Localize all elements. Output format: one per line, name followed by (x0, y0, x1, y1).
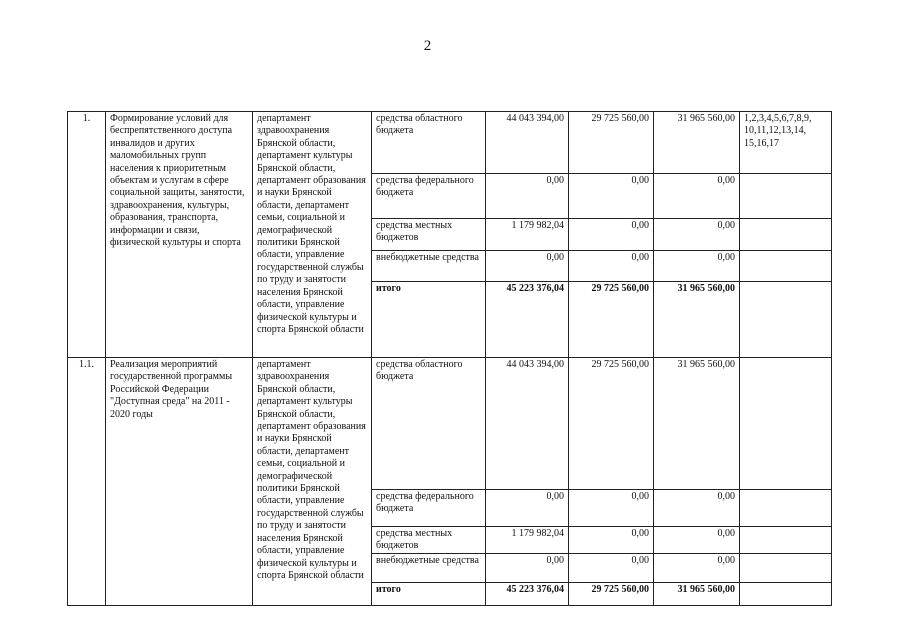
indicator-empty (740, 553, 832, 582)
funding-source: внебюджетные средства (372, 251, 486, 282)
funding-year1: 0,00 (486, 251, 569, 282)
indicator-empty (740, 582, 832, 605)
funding-year2: 0,00 (569, 219, 654, 251)
funding-year3: 31 965 560,00 (654, 358, 740, 490)
indicator-empty (740, 174, 832, 219)
executors: департамент здравоохранения Брянской области, департамент культуры Брянской области, департамент образования и науки Брянской области, департамент семьи, социальной и демографической политики Брянской области, управление государственной службы по труду и занятости населения Брянской области, управление физической культуры и спорта Брянской области (253, 358, 372, 606)
page-number: 2 (423, 38, 432, 54)
funding-year2: 0,00 (569, 527, 654, 554)
funding-year3: 0,00 (654, 219, 740, 251)
indicator-empty (740, 527, 832, 554)
funding-year1: 44 043 394,00 (486, 112, 569, 174)
indicator-empty (740, 219, 832, 251)
funding-year1: 0,00 (486, 174, 569, 219)
funding-source: средства федерального бюджета (372, 490, 486, 527)
funding-year2: 0,00 (569, 174, 654, 219)
funding-source: средства местных бюджетов (372, 527, 486, 554)
budget-table (67, 111, 832, 606)
funding-year3: 0,00 (654, 251, 740, 282)
funding-year3: 0,00 (654, 527, 740, 554)
funding-source: средства федерального бюджета (372, 174, 486, 219)
funding-year1: 1 179 982,04 (486, 527, 569, 554)
funding-source: внебюджетные средства (372, 553, 486, 582)
funding-year1: 44 043 394,00 (486, 358, 569, 490)
executors: департамент здравоохранения Брянской области, департамент культуры Брянской области, департамент образования и науки Брянской области, департамент семьи, социальной и демографической политики Брянской области, управление государственной службы по труду и занятости населения Брянской области, управление физической культуры и спорта Брянской области (253, 112, 372, 358)
funding-year1: 1 179 982,04 (486, 219, 569, 251)
funding-total-label: итого (372, 282, 486, 358)
indicator-empty (740, 282, 832, 358)
measure-name: Реализация мероприятий государственной программы Российской Федерации "Доступная среда" на 2011 - 2020 годы (106, 358, 253, 606)
funding-total-year3: 31 965 560,00 (654, 582, 740, 605)
funding-total-year2: 29 725 560,00 (569, 582, 654, 605)
indicator-numbers (740, 358, 832, 490)
funding-year2: 0,00 (569, 251, 654, 282)
funding-year2: 29 725 560,00 (569, 358, 654, 490)
indicator-numbers: 1,2,3,4,5,6,7,8,9, 10,11,12,13,14, 15,16,17 (740, 112, 832, 174)
indicator-empty (740, 490, 832, 527)
table-row (68, 358, 832, 490)
funding-year1: 0,00 (486, 553, 569, 582)
indicator-empty (740, 251, 832, 282)
funding-year3: 0,00 (654, 490, 740, 527)
row-number: 1.1. (68, 358, 106, 606)
funding-year2: 29 725 560,00 (569, 112, 654, 174)
funding-source: средства областного бюджета (372, 358, 486, 490)
funding-source: средства местных бюджетов (372, 219, 486, 251)
funding-total-year1: 45 223 376,04 (486, 282, 569, 358)
funding-source: средства областного бюджета (372, 112, 486, 174)
funding-year2: 0,00 (569, 553, 654, 582)
funding-year3: 0,00 (654, 174, 740, 219)
funding-year3: 31 965 560,00 (654, 112, 740, 174)
row-number: 1. (68, 112, 106, 358)
funding-year3: 0,00 (654, 553, 740, 582)
funding-year2: 0,00 (569, 490, 654, 527)
funding-total-label: итого (372, 582, 486, 605)
measure-name: Формирование условий для беспрепятственного доступа инвалидов и других маломобильных групп населения к приоритетным объектам и услугам в сфере социальной защиты, занятости, здравоохранения, культуры, образования, транспорта, информации и связи, физической культуры и спорта (106, 112, 253, 358)
funding-total-year1: 45 223 376,04 (486, 582, 569, 605)
table-row (68, 112, 832, 174)
funding-total-year3: 31 965 560,00 (654, 282, 740, 358)
funding-total-year2: 29 725 560,00 (569, 282, 654, 358)
funding-year1: 0,00 (486, 490, 569, 527)
